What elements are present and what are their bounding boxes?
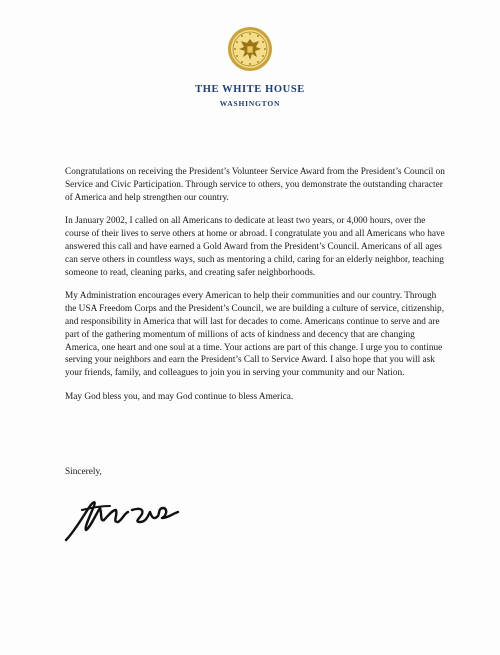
paragraph-3: My Administration encourages every American to help their communities and our country. Through the USA Freedom Corps and the President’s Council, we are building a culture of service, citizenship, and responsibility in America that will last for decades to come. Americans continue to serve and are part of the gathering momentum of millions of acts of kindness and decency that are changing America, one heart and one soul at a time. Your actions are part of this change. I urge you to continue serving your neighbors and earn the President’s Call to Service Award. I also hope that you will ask your friends, family, and colleagues to join you in serving your community and our Nation. [65,291,445,379]
closing-salutation: Sincerely, [65,467,102,477]
paragraph-4: May God bless you, and may God continue to bless America. [65,391,294,402]
presidential-seal-icon [227,26,273,72]
paragraph-1: Congratulations on receiving the President’s Volunteer Service Award from the President’s Council on Service and Civic Participation. Through service to others, you demonstrate the outstanding character of America and help strengthen our country. [65,167,445,203]
letterhead-subtitle: WASHINGTON [219,99,281,108]
letter-body [65,166,447,415]
paragraph-2: In January 2002, I called on all Americans to dedicate at least two years, or 4,000 hours, over the course of their lives to serve others at home or abroad. I congratulate you and all Americans who have answered this call and have earned a Gold Award from the President’s Council. Americans of all ages can serve others in countless ways, such as mentoring a child, caring for an elderly neighbor, teaching someone to read, cleaning parks, and creating safer neighborhoods. [65,216,445,278]
signature-image [60,488,190,548]
letterhead-title: THE WHITE HOUSE [195,84,305,95]
